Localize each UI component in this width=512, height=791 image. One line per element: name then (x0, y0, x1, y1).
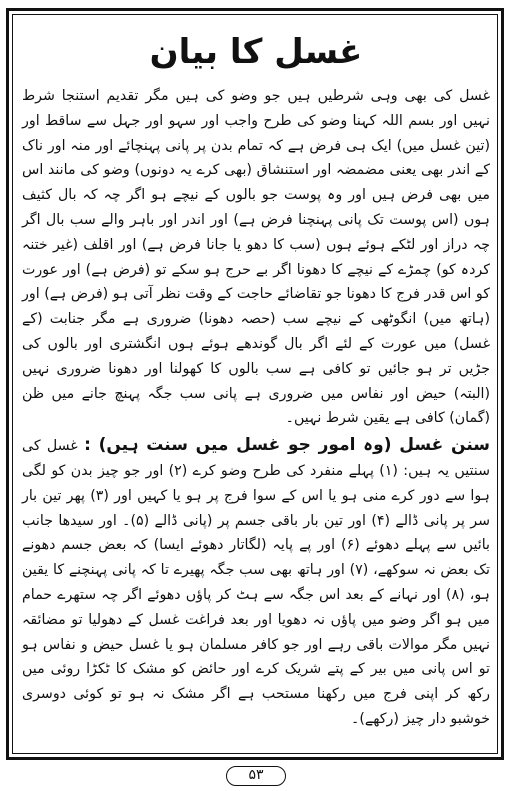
paragraph-ghusl-sunnahs (22, 433, 490, 732)
paragraph-ghusl-conditions: غسل کی بھی وہی شرطیں ہیں جو وضو کی ہیں مگر تقدیم استنجا شرط نہیں اور بسم اللہ کہنا وضو کی طرح واجب اور سہو اور جہل سے ساقط اور (تین غسل میں) ایک ہی فرض ہے کہ تمام بدن پر پانی پہنچائے اور منہ اور ناک کے اندر بھی یعنی مضمضہ اور استنشاق (بھی کرے یہ دونوں) وضو کی مانند اس میں بھی فرض ہیں اور وہ پوست جو بالوں کے نیچے ہو اگر چہ کہ بال کثیف ہوں (اس پوست تک پانی پہنچنا فرض ہے) اور اندر اور باہر والے سب بال اگر چہ دراز اور لٹکے ہوئے ہوں (سب کا دھو یا جانا فرض ہے) اور اقلف (غیر ختنہ کردہ کو) چمڑے کے نیچے کا دھونا اگر بے حرج ہو سکے تو (فرض ہے) اور عورت کو اس قدر فرج کا دھونا جو تقاضائے حاجت کے وقت نظر آتی ہو (فرض ہے) اور (ہاتھ میں) انگوٹھی کے نیچے سب (حصہ دھونا) ضروری ہے مگر جنابت (کے غسل) میں عورت کے لئے اگر بال گوندھے ہوئے ہوں انگشتری اور بالوں کی جڑیں تر ہو جائیں تو کافی ہے سب بالوں کا کھولنا اور دھونا ضروری نہیں (البتہ) حیض اور نفاس میں ضروری ہے پانی سب جگہ پہنچ جانے میں ظن (گمان) کافی ہے یقین شرط نہیں۔ (22, 88, 490, 427)
page-body (22, 84, 490, 732)
section-heading: سنن غسل (وہ امور جو غسل میں سنت ہیں) : (84, 435, 490, 456)
page-number (226, 766, 286, 788)
page-title: غسل کا بیان (149, 32, 363, 72)
paragraph-ghusl-sunnahs-text: غسل کی سنتیں یہ ہیں: (۱) پہلے منفرد کی طرح وضو کرے (۲) اور جو چیز بدن کو لگی ہوا سے دور کرے منی ہو یا اس کے سوا فرج پر ہو یا کہیں اور (۳) پھر تین بار سر پر پانی ڈالے (۴) اور تین بار باقی جسم پر (پانی ڈالے (۵)۔ اور سیدھا جانب بائیں سے پہلے دھوئے (۶) اور پے پایہ (لگاتار دھوئے ایسا) کہ بعض جسم دھونے تک بعض نہ سوکھے، (۷) اور ہاتھ بھی سب جگہ پھیرے تا کہ پانی پہنچنے کا یقین ہو، (۸) اور نہانے کے بعد اس جگہ سے ہٹ کر پاؤں دھوئے اگر چہ ستھرے حمام میں ہو اگر وضو میں پاؤں نہ دھویا اور بعد فراغت غسل کے دھولیا تو مضائقہ نہیں مگر موالات باقی رہے اور جو کافر مسلمان ہو یا غسل حیض و نفاس ہو تو اس پانی میں بیر کے پتے شریک کرے اور حائض کو مشک کا ٹکڑا روئی میں رکھ کر اپنی فرج میں رکھنا مستحب ہے اگر مشک نہ ہو تو کوئی دوسری خوشبو دار چیز (رکھے)۔ (22, 438, 490, 727)
page-number-label: ۵۳ (226, 766, 286, 786)
